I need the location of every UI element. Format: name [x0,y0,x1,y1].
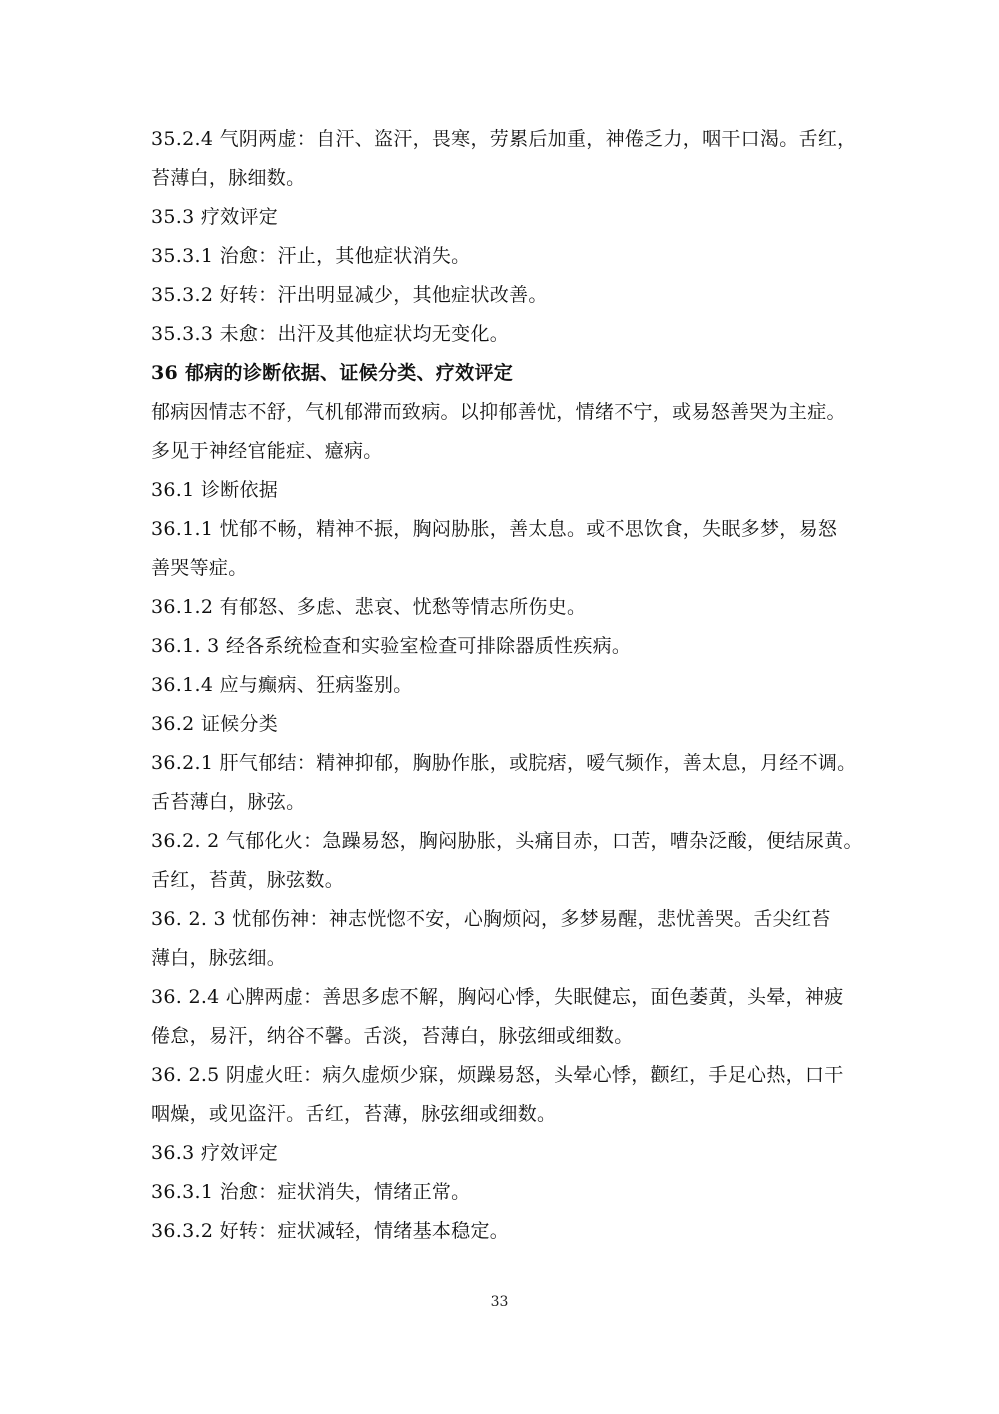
chapter-heading: 36 郁病的诊断依据、证候分类、疗效评定 [151,362,514,384]
text-line: 郁病因情志不舒，气机郁滞而致病。以抑郁善忧，情绪不宁，或易怒善哭为主症。 [151,401,846,423]
text-line: 36. 2.5 阴虚火旺：病久虚烦少寐，烦躁易怒，头晕心悸，颧红，手足心热，口干 [151,1064,844,1086]
text-line: 多见于神经官能症、癔病。 [151,440,383,462]
section-heading: 36.2 证候分类 [151,713,279,735]
text-line: 舌苔薄白，脉弦。 [151,791,306,813]
section-heading: 36.1 诊断依据 [151,479,279,501]
text-line: 35.3.3 未愈：出汗及其他症状均无变化。 [151,323,510,345]
text-line: 36.3.2 好转：症状减轻，情绪基本稳定。 [151,1220,510,1242]
text-line: 36. 2. 3 忧郁伤神：神志恍惚不安，心胸烦闷，多梦易醒，悲忧善哭。舌尖红苔 [151,908,831,930]
text-line: 倦怠，易汗，纳谷不馨。舌淡，苔薄白，脉弦细或细数。 [151,1025,634,1047]
section-heading: 35.3 疗效评定 [151,206,279,228]
text-line: 35.3.2 好转：汗出明显减少，其他症状改善。 [151,284,548,306]
text-line: 苔薄白，脉细数。 [151,167,306,189]
page-number: 33 [490,1294,509,1310]
text-line: 36. 2.4 心脾两虚：善思多虑不解，胸闷心悸，失眠健忘，面色萎黄，头晕，神疲 [151,986,844,1008]
text-line: 36.1.4 应与癫病、狂病鉴别。 [151,674,413,696]
text-line: 薄白，脉弦细。 [151,947,287,969]
text-line: 35.2.4 气阴两虚：自汗、盗汗，畏寒，劳累后加重，神倦乏力，咽干口渴。舌红， [151,128,857,150]
text-line: 舌红，苔黄，脉弦数。 [151,869,345,891]
text-line: 35.3.1 治愈：汗止，其他症状消失。 [151,245,471,267]
text-line: 36.2. 2 气郁化火：急躁易怒，胸闷胁胀，头痛目赤，口苦，嘈杂泛酸，便结尿黄。 [151,830,863,852]
text-line: 善哭等症。 [151,557,248,579]
page-body [151,120,861,1251]
text-line: 36.1.1 忧郁不畅，精神不振，胸闷胁胀，善太息。或不思饮食，失眠多梦，易怒 [151,518,838,540]
text-line: 咽燥，或见盗汗。舌红，苔薄，脉弦细或细数。 [151,1103,557,1125]
text-line: 36.1. 3 经各系统检查和实验室检查可排除器质性疾病。 [151,635,632,657]
text-line: 36.2.1 肝气郁结：精神抑郁，胸胁作胀，或脘痞，嗳气频作，善太息，月经不调。 [151,752,857,774]
section-heading: 36.3 疗效评定 [151,1142,279,1164]
text-line: 36.1.2 有郁怒、多虑、悲哀、忧愁等情志所伤史。 [151,596,587,618]
text-line: 36.3.1 治愈：症状消失，情绪正常。 [151,1181,471,1203]
